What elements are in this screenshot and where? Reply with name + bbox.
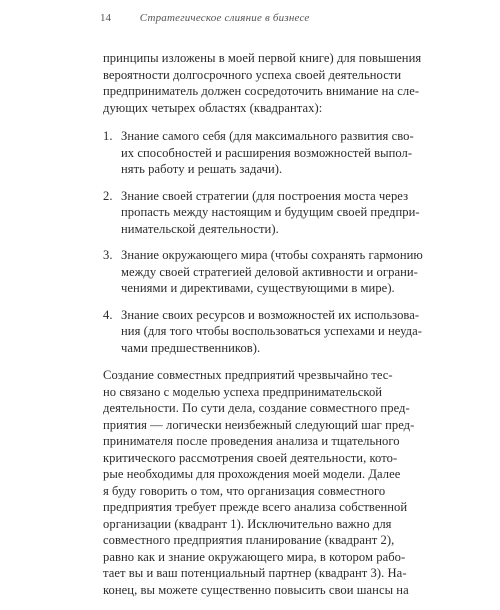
- text-line: ния (для того чтобы воспользоваться успехами и неуда-: [121, 324, 423, 338]
- text-line: чениями и директивами, существующими в мире).: [121, 281, 395, 295]
- list-item: [103, 128, 414, 178]
- text-line: пропасть между настоящим и будущим своей предпри-: [121, 205, 420, 219]
- text-line: организации (квадрант 1). Исключительно важно для: [103, 516, 392, 531]
- text-line: равно как и знание окружающего мира, в котором рабо-: [103, 549, 406, 564]
- text-line: принимателя после проведения анализа и тщательного: [103, 434, 400, 448]
- running-title: Стратегическое слияние в бизнесе: [139, 12, 310, 24]
- intro-paragraph: [103, 50, 422, 116]
- text-line: совместного предприятия планирование (квадрант 2),: [103, 533, 395, 547]
- text-line: приятия — логически неизбежный следующий шаг пред-: [103, 417, 415, 432]
- list-number: 1.: [103, 129, 113, 143]
- text-line: Знание своей стратегии (для построения моста через: [121, 188, 409, 203]
- list-item: [103, 307, 423, 357]
- list-number: 4.: [103, 307, 113, 322]
- body-paragraph: [103, 367, 415, 598]
- text-line: их способностей и расширения возможностей выпол-: [121, 145, 413, 160]
- page-header: [100, 12, 309, 24]
- text-line: Создание совместных предприятий чрезвычайно тес-: [103, 368, 393, 382]
- list-item: [103, 188, 420, 238]
- text-line: между своей стратегией деловой активности и ограни-: [121, 264, 418, 279]
- text-line: критического рассмотрения своей деятельности, кото-: [103, 450, 398, 465]
- text-line: но связано с моделью успеха предпринимательской: [103, 384, 383, 399]
- text-line: дующих четырех областях (квадрантах):: [103, 100, 323, 115]
- text-line: деятельности. По сути дела, создание совместного пред-: [103, 401, 410, 415]
- quadrant-list: [103, 128, 423, 356]
- list-number: 2.: [103, 188, 113, 203]
- text-line: предприниматель должен сосредоточить внимание на сле-: [103, 84, 420, 98]
- list-item: [103, 247, 423, 297]
- page-content: [103, 50, 423, 610]
- text-line: я буду говорить о том, что организация совместного: [103, 483, 386, 498]
- list-number: 3.: [103, 248, 113, 262]
- text-line: конец, вы можете существенно повысить свои шансы на: [103, 582, 409, 597]
- text-line: предприятия требует прежде всего анализа собственной: [103, 500, 408, 514]
- text-line: принципы изложены в моей первой книге) для повышения: [103, 51, 422, 65]
- text-line: Знание своих ресурсов и возможностей их использова-: [121, 307, 420, 322]
- text-line: Знание самого себя (для максимального развития сво-: [121, 129, 414, 143]
- text-line: нять работу и решать задачи).: [121, 162, 283, 176]
- text-line: Знание окружающего мира (чтобы сохранять гармонию: [121, 248, 423, 262]
- text-line: тает вы и ваш потенциальный партнер (квадрант 3). На-: [103, 566, 407, 580]
- page-number: 14: [100, 12, 111, 24]
- text-line: рые необходимы для прохождения моей модели. Далее: [103, 467, 401, 481]
- text-line: чами предшественников).: [121, 340, 261, 355]
- text-line: вероятности долгосрочного успеха своей деятельности: [103, 67, 402, 82]
- text-line: нимательской деятельности).: [121, 221, 279, 236]
